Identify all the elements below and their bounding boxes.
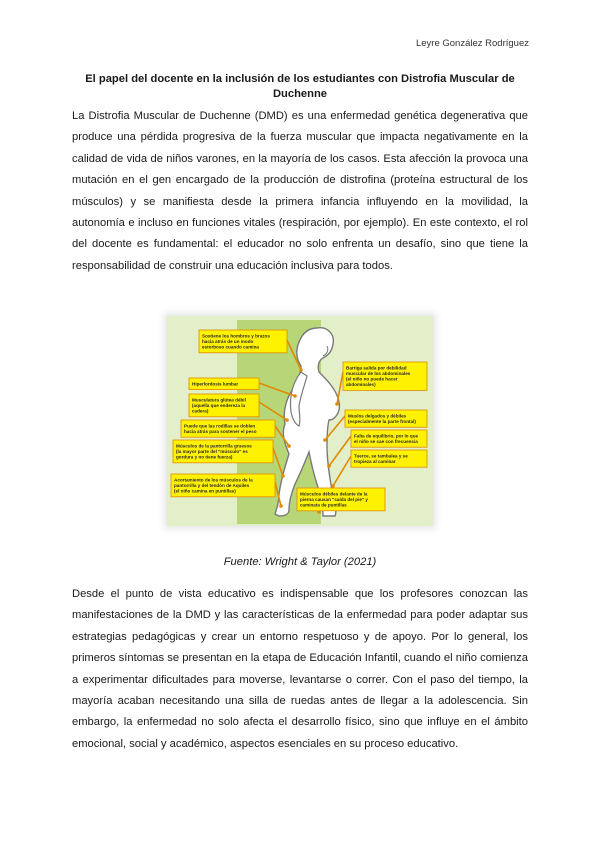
symptom-label-belly bbox=[343, 362, 427, 390]
label-text-line: (el niño camina en puntillas) bbox=[174, 488, 236, 494]
label-text-line: Acortamiento de los músculos de la bbox=[174, 477, 253, 483]
label-text-line: pierna causan "caída del pie" y bbox=[300, 497, 368, 502]
document-title: El papel del docente en la inclusión de los estudiantes con Distrofia Muscular de Duchenne bbox=[85, 73, 515, 100]
symptom-label-lordosis bbox=[189, 378, 259, 390]
paragraph-education: Desde el punto de vista educativo es indispensable que los profesores conozcan las manifestaciones de la DMD y las características de la enfermedad para poder adaptar sus estrategias pedagógicas y crear un entorno respetuoso y de apoyo. Por lo general, los primeros síntomas se presentan en la etapa de Educación Infantil, cuando el niño comienza a experimentar dificultades para moverse, levantarse o correr. Con el paso del tiempo, la mayoría acaban necesitando una silla de ruedas antes de llegar a la adolescencia. Sin embargo, la enfermedad no solo afecta el desarrollo físico, sino que influye en el ámbito emocional, social y académico, aspectos esenciales en su proceso educativo. bbox=[72, 588, 528, 750]
symptom-label-calves bbox=[173, 440, 273, 463]
symptom-label-stumbles bbox=[351, 450, 427, 467]
arrow-head-shoulders bbox=[299, 368, 303, 372]
label-text-line: Músculos de la pantorrilla gruesos bbox=[176, 443, 252, 449]
label-text-line: estorboso cuando camina bbox=[202, 344, 259, 350]
paragraph-intro: La Distrofia Muscular de Duchenne (DMD) es una enfermedad genética degenerativa que produce una pérdida progresiva de la fuerza muscular que impacta negativamente en la calidad de vida de niños varones, en la mayoría de los casos. Esta afección la provoca una mutación en el gen encargado de la producción de distrofina (proteína estructural de los músculos) y se manifiesta desde la primera infancia influyendo en la movilidad, la autonomía e incluso en funciones vitales (respiración, por ejemplo). En este contexto, el rol del docente es fundamental: el educador no solo enfrenta un desafío, sino que tiene la responsabilidad de construir una educación inclusiva para todos. bbox=[72, 110, 528, 272]
label-text-line: hacia atrás para sostener el peso bbox=[184, 429, 257, 434]
symptom-label-knees bbox=[181, 420, 275, 437]
label-text-line: pantorrilla y del tendón de Aquiles bbox=[174, 483, 250, 488]
dmd-diagram bbox=[167, 316, 433, 526]
symptom-label-thighs bbox=[345, 410, 427, 427]
dmd-illustration bbox=[167, 316, 433, 526]
arrow-head-stumbles bbox=[331, 484, 335, 488]
label-text-line: (especialmente la parte frontal) bbox=[348, 419, 416, 424]
label-text-line: Hiperlordosis lumbar bbox=[192, 381, 239, 387]
label-text-line: Falta de equilibrio, por lo que bbox=[354, 433, 419, 439]
figure-caption: Fuente: Wright & Taylor (2021) bbox=[223, 556, 377, 568]
symptom-label-achilles bbox=[171, 474, 275, 497]
label-text-line: Puede que las rodillas se doblen bbox=[184, 423, 256, 429]
label-text-line: abdominales) bbox=[346, 382, 376, 388]
label-text-line: tropieza al caminar bbox=[354, 459, 396, 464]
arrow-head-glutes bbox=[285, 418, 289, 422]
author-header: Leyre González Rodríguez bbox=[415, 38, 529, 49]
label-text-line: (la mayor parte del "músculo" es bbox=[176, 449, 248, 454]
label-text-line: gordura y no tiene fuerza) bbox=[176, 454, 233, 460]
label-text-line: cadera) bbox=[192, 408, 209, 414]
label-text-line: el niño se cae con frecuencia bbox=[354, 439, 418, 444]
label-text-line: Musculatura glútea débil bbox=[192, 397, 246, 403]
label-text-line: (el niño no puede hacer bbox=[346, 376, 398, 382]
label-text-line: (aquella que endereza la bbox=[192, 403, 246, 408]
arrow-head-thighs bbox=[323, 438, 327, 442]
label-text-line: Barriga salida por debilidad bbox=[346, 365, 407, 371]
label-text-line: Muslos delgados y débiles bbox=[348, 413, 407, 419]
symptom-label-shoulders bbox=[199, 330, 287, 353]
arrow-head-calves bbox=[281, 474, 285, 478]
symptom-label-balance bbox=[351, 430, 427, 447]
label-text-line: Tuerce, se tambalea y se bbox=[354, 453, 408, 459]
label-text-line: muscular de los abdominales bbox=[346, 371, 411, 376]
arrow-head-achilles bbox=[279, 504, 283, 508]
arrow-head-balance bbox=[327, 464, 331, 468]
symptom-label-weak-front bbox=[297, 488, 385, 511]
symptom-label-glutes bbox=[189, 394, 259, 417]
arrow-head-lordosis bbox=[293, 394, 297, 398]
arrow-head-knees bbox=[287, 444, 291, 448]
label-text-line: Músculos débiles delante de la bbox=[300, 491, 368, 497]
label-text-line: caminata de puntillas bbox=[300, 502, 347, 508]
label-text-line: Sostiene los hombros y brazos bbox=[202, 333, 270, 339]
label-text-line: hacia atrás de un modo bbox=[202, 339, 254, 344]
arrow-head-belly bbox=[335, 402, 339, 406]
